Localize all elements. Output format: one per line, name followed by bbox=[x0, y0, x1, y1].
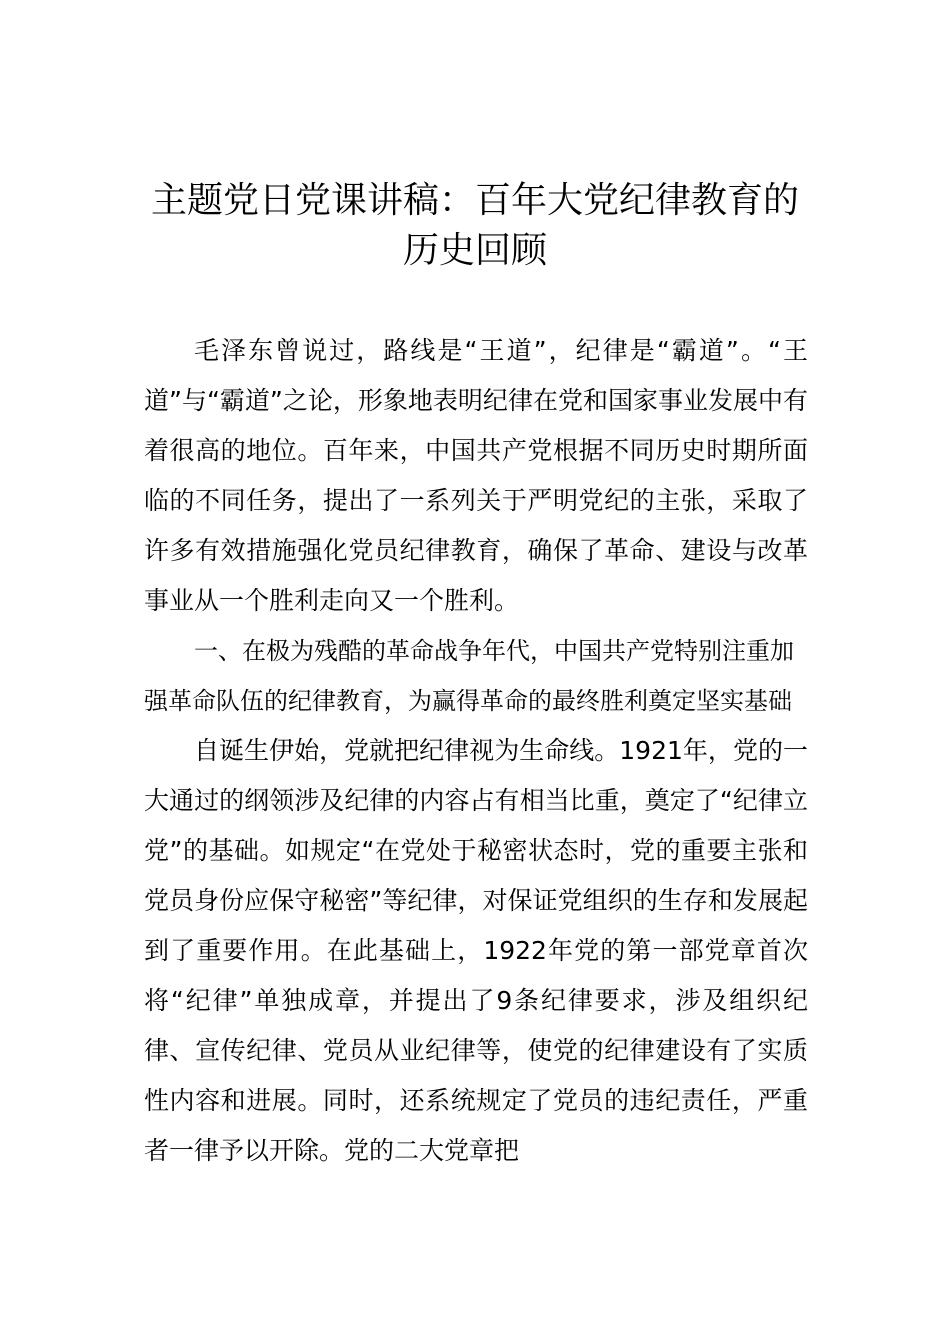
document-body bbox=[144, 326, 808, 1176]
section-1-paragraph: 自诞生伊始，党就把纪律视为生命线。1921年，党的一大通过的纲领涉及纪律的内容占有相当比重，奠定了“纪律立党”的基础。如规定“在党处于秘密状态时，党的重要主张和党员身份应保守秘密”等纪律，对保证党组织的生存和发展起到了重要作用。在此基础上，1922年党的第一部党章首次将“纪律”单独成章，并提出了9条纪律要求，涉及组织纪律、宣传纪律、党员从业纪律等，使党的纪律建设有了实质性内容和进展。同时，还系统规定了党员的违纪责任，严重者一律予以开除。党的二大党章把 bbox=[144, 736, 808, 1165]
document-title bbox=[120, 176, 830, 276]
document-title-line-1: 主题党日党课讲稿：百年大党纪律教育的 bbox=[150, 180, 799, 221]
document-title-line-2: 历史回顾 bbox=[402, 230, 547, 271]
intro-paragraph: 毛泽东曾说过，路线是“王道”，纪律是“霸道”。“王道”与“霸道”之论，形象地表明纪律在党和国家事业发展中有着很高的地位。百年来，中国共产党根据不同历史时期所面临的不同任务，提出了一系列关于严明党纪的主张，采取了许多有效措施强化党员纪律教育，确保了革命、建设与改革事业从一个胜利走向又一个胜利。 bbox=[144, 336, 808, 615]
section-heading-1: 一、在极为残酷的革命战争年代，中国共产党特别注重加强革命队伍的纪律教育，为赢得革命的最终胜利奠定坚实基础 bbox=[144, 637, 794, 715]
